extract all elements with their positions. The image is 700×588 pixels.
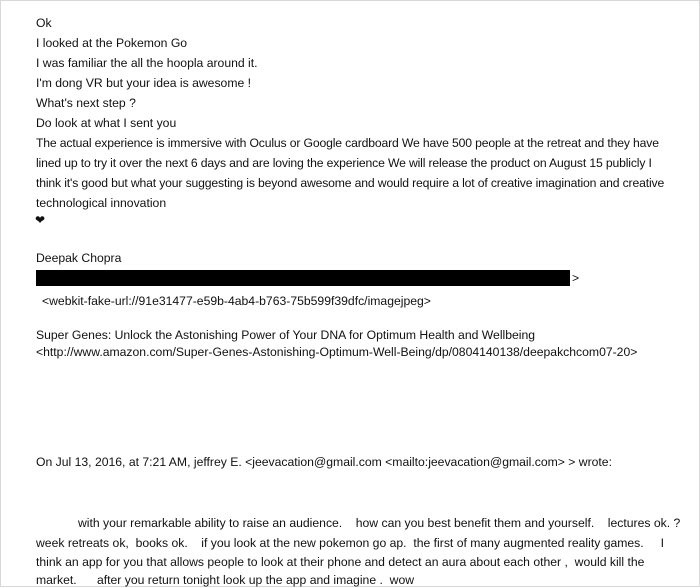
heart-icon: ❤ xyxy=(35,213,46,227)
reply-line: technological innovation xyxy=(36,196,167,210)
image-link[interactable]: <webkit-fake-url://91e31477-e59b-4ab4-b763-75b599f39dfc/imagejpeg> xyxy=(42,294,431,308)
reply-line: Ok xyxy=(36,16,52,30)
quoted-line: week retreats ok, books ok. if you look at the new pokemon go ap. the first of many augmented reality games. I xyxy=(36,536,664,550)
book-title: Super Genes: Unlock the Astonishing Power of Your DNA for Optimum Health and Wellbeing xyxy=(36,328,536,342)
redaction-bar xyxy=(36,270,570,286)
quoted-line: market. after you return tonight look up the app and imagine . wow xyxy=(36,573,415,587)
reply-line: think it's good but what your suggesting is beyond awesome and would require a lot of creative imagination and creative xyxy=(36,176,665,190)
quoted-line: think an app for you that allows people to look at their phone and detect an aura about each other , would kill the xyxy=(36,555,645,569)
reply-line: What's next step ? xyxy=(36,96,136,110)
redacted-suffix: > xyxy=(572,271,580,285)
book-link[interactable]: <http://www.amazon.com/Super-Genes-Astonishing-Optimum-Well-Being/dp/0804140138/deepakchcom07-20> xyxy=(36,345,638,359)
quote-header: On Jul 13, 2016, at 7:21 AM, jeffrey E. <jeevacation@gmail.com <mailto:jeevacation@gmail.com> > wrote: xyxy=(36,455,612,469)
quoted-line: with your remarkable ability to raise an audience. how can you best benefit them and yourself. lectures ok. ? xyxy=(78,516,681,530)
signature-name: Deepak Chopra xyxy=(36,251,122,265)
reply-line: I was familiar the all the hoopla around it. xyxy=(36,56,258,70)
reply-line: I looked at the Pokemon Go xyxy=(36,36,188,50)
reply-line: Do look at what I sent you xyxy=(36,116,177,130)
reply-line: lined up to try it over the next 6 days and are loving the experience We will release the product on August 15 publicly I xyxy=(36,156,652,170)
reply-line: The actual experience is immersive with Oculus or Google cardboard We have 500 people at the retreat and they have xyxy=(36,136,659,150)
reply-line: I'm dong VR but your idea is awesome ! xyxy=(36,76,252,90)
